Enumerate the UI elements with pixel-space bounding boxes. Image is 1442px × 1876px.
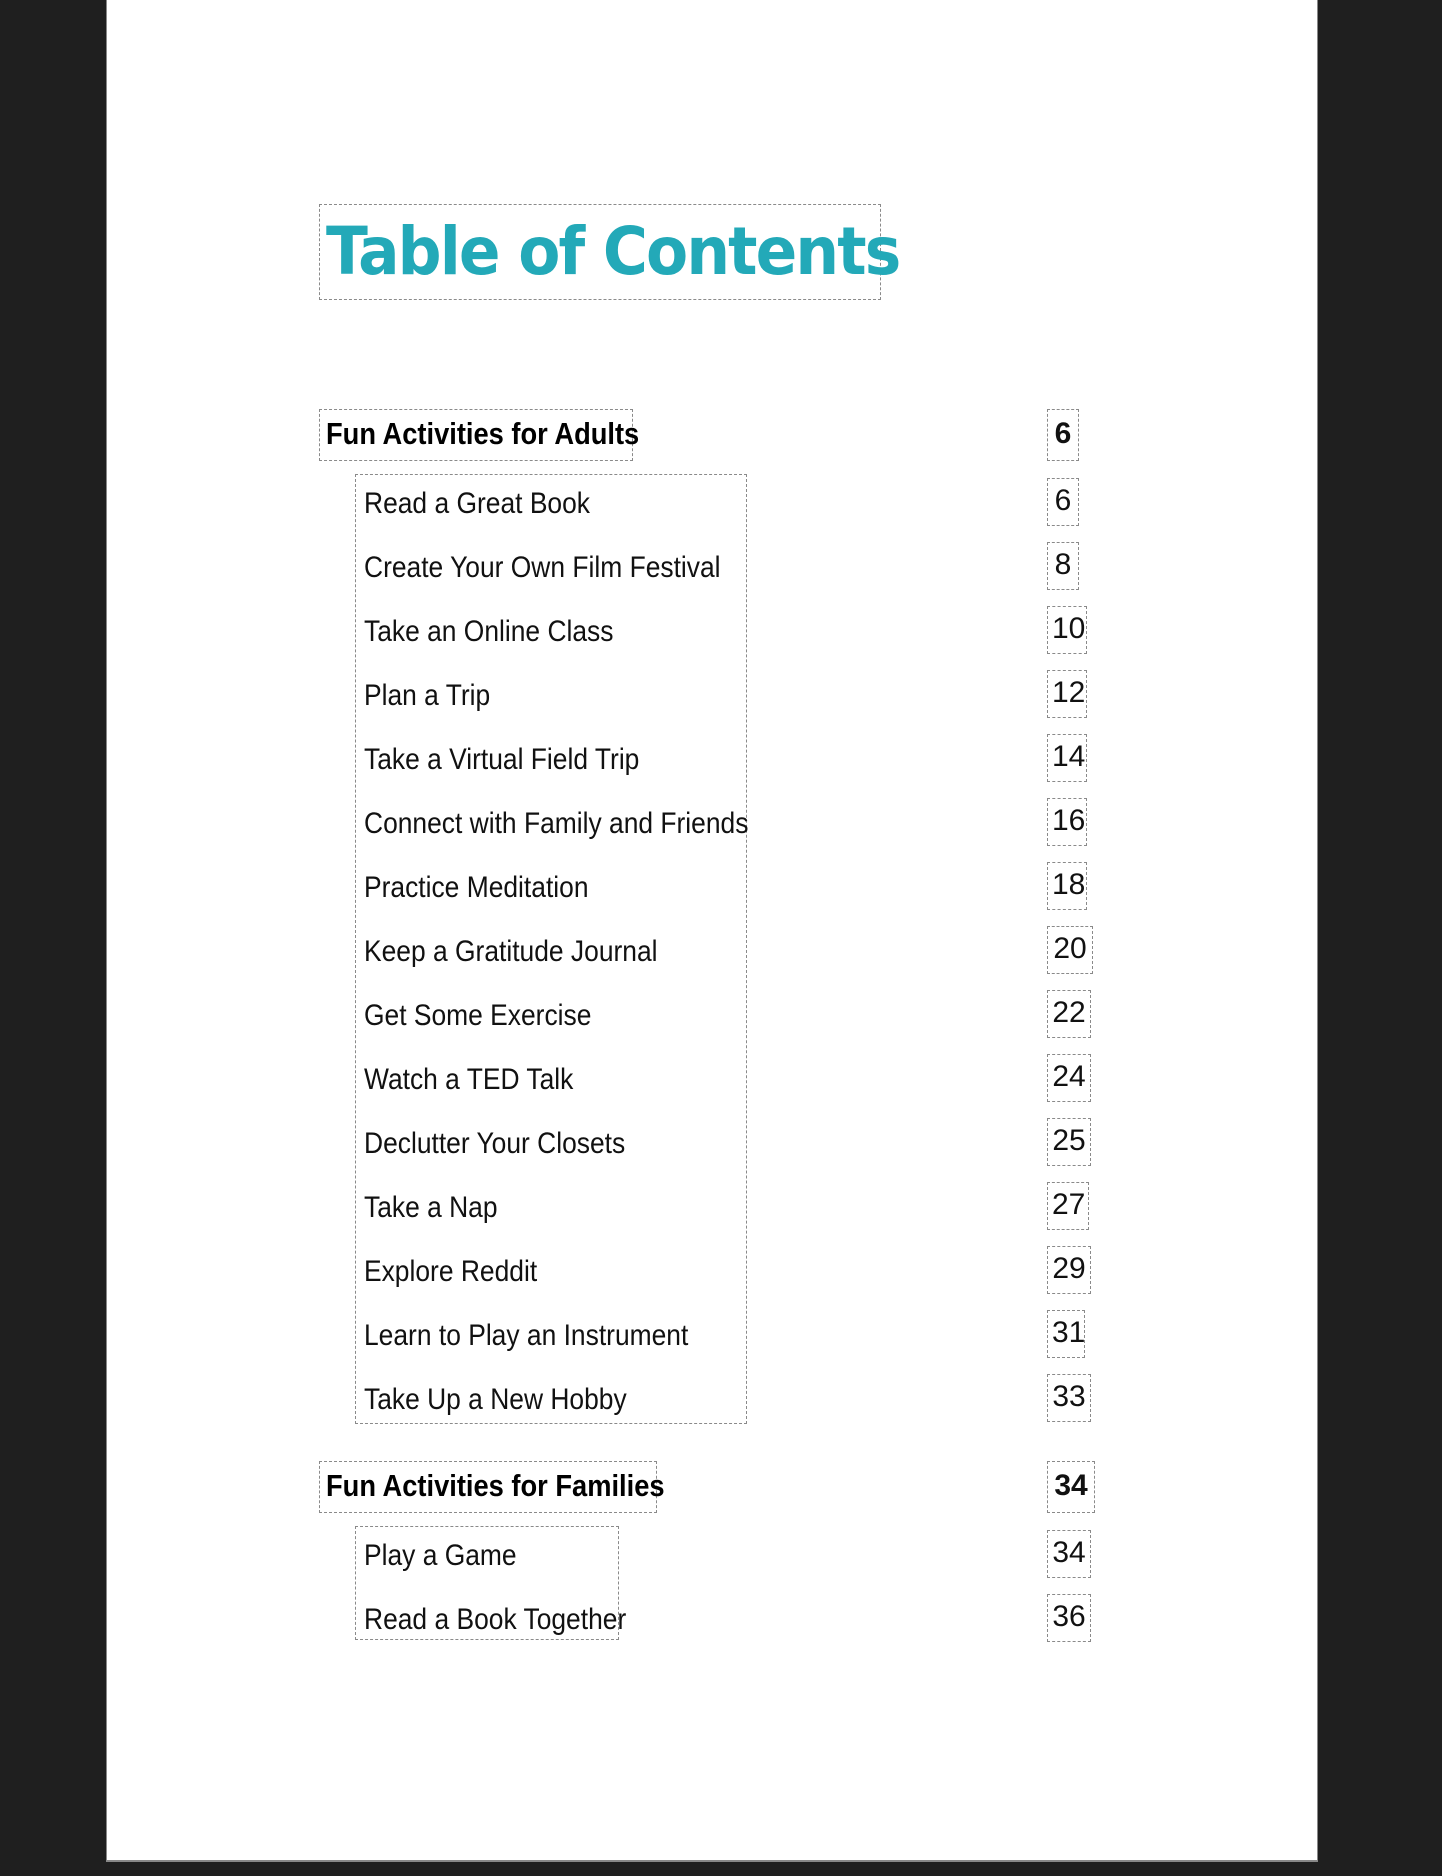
section-items-adults: [355, 474, 747, 1424]
toc-page-number[interactable]: 24: [1047, 1054, 1091, 1102]
toc-item[interactable]: Watch a TED Talk: [364, 1063, 574, 1096]
toc-page-number[interactable]: 18: [1047, 862, 1087, 910]
title-box: [319, 204, 900, 300]
toc-item[interactable]: Read a Book Together: [364, 1603, 627, 1636]
toc-page-number[interactable]: 16: [1047, 798, 1087, 846]
section-heading-families[interactable]: [319, 1461, 665, 1513]
toc-item[interactable]: Play a Game: [364, 1539, 517, 1572]
section-heading-adults[interactable]: [319, 409, 640, 461]
toc-page-number[interactable]: 34: [1047, 1530, 1091, 1578]
toc-item[interactable]: Declutter Your Closets: [364, 1127, 626, 1160]
toc-page-number[interactable]: 8: [1047, 542, 1079, 590]
page-title: Table of Contents: [326, 213, 900, 290]
toc-item[interactable]: Take a Virtual Field Trip: [364, 743, 640, 776]
toc-page-number[interactable]: 36: [1047, 1594, 1091, 1642]
toc-page-number[interactable]: 10: [1047, 606, 1087, 654]
toc-item[interactable]: Create Your Own Film Festival: [364, 551, 721, 584]
document-page: [106, 0, 1318, 1862]
section-items-families: [355, 1526, 627, 1640]
section-title: Fun Activities for Adults: [326, 416, 640, 451]
toc-page-number[interactable]: 14: [1047, 734, 1087, 782]
toc-item[interactable]: Connect with Family and Friends: [364, 807, 749, 840]
toc-item[interactable]: Get Some Exercise: [364, 999, 592, 1032]
toc-item[interactable]: Read a Great Book: [364, 487, 591, 520]
toc-item[interactable]: Practice Meditation: [364, 871, 589, 904]
toc-page-number[interactable]: 33: [1047, 1374, 1091, 1422]
toc-page-number[interactable]: 12: [1047, 670, 1087, 718]
toc-item[interactable]: Keep a Gratitude Journal: [364, 935, 658, 968]
toc-item[interactable]: Explore Reddit: [364, 1255, 538, 1288]
toc-item[interactable]: Learn to Play an Instrument: [364, 1319, 689, 1352]
section-page-number[interactable]: 34: [1047, 1461, 1095, 1513]
toc-item[interactable]: Take an Online Class: [364, 615, 614, 648]
toc-page-number[interactable]: 6: [1047, 478, 1079, 526]
toc-page-number[interactable]: 22: [1047, 990, 1091, 1038]
section-page-number[interactable]: 6: [1047, 409, 1079, 461]
toc-page-number[interactable]: 25: [1047, 1118, 1091, 1166]
toc-page-number[interactable]: 29: [1047, 1246, 1091, 1294]
toc-item[interactable]: Take Up a New Hobby: [364, 1383, 627, 1416]
section-title: Fun Activities for Families: [326, 1468, 665, 1503]
toc-page-number[interactable]: 31: [1047, 1310, 1085, 1358]
toc-item[interactable]: Take a Nap: [364, 1191, 498, 1224]
toc-page-number[interactable]: 27: [1047, 1182, 1089, 1230]
toc-item[interactable]: Plan a Trip: [364, 679, 491, 712]
toc-page-number[interactable]: 20: [1047, 926, 1093, 974]
